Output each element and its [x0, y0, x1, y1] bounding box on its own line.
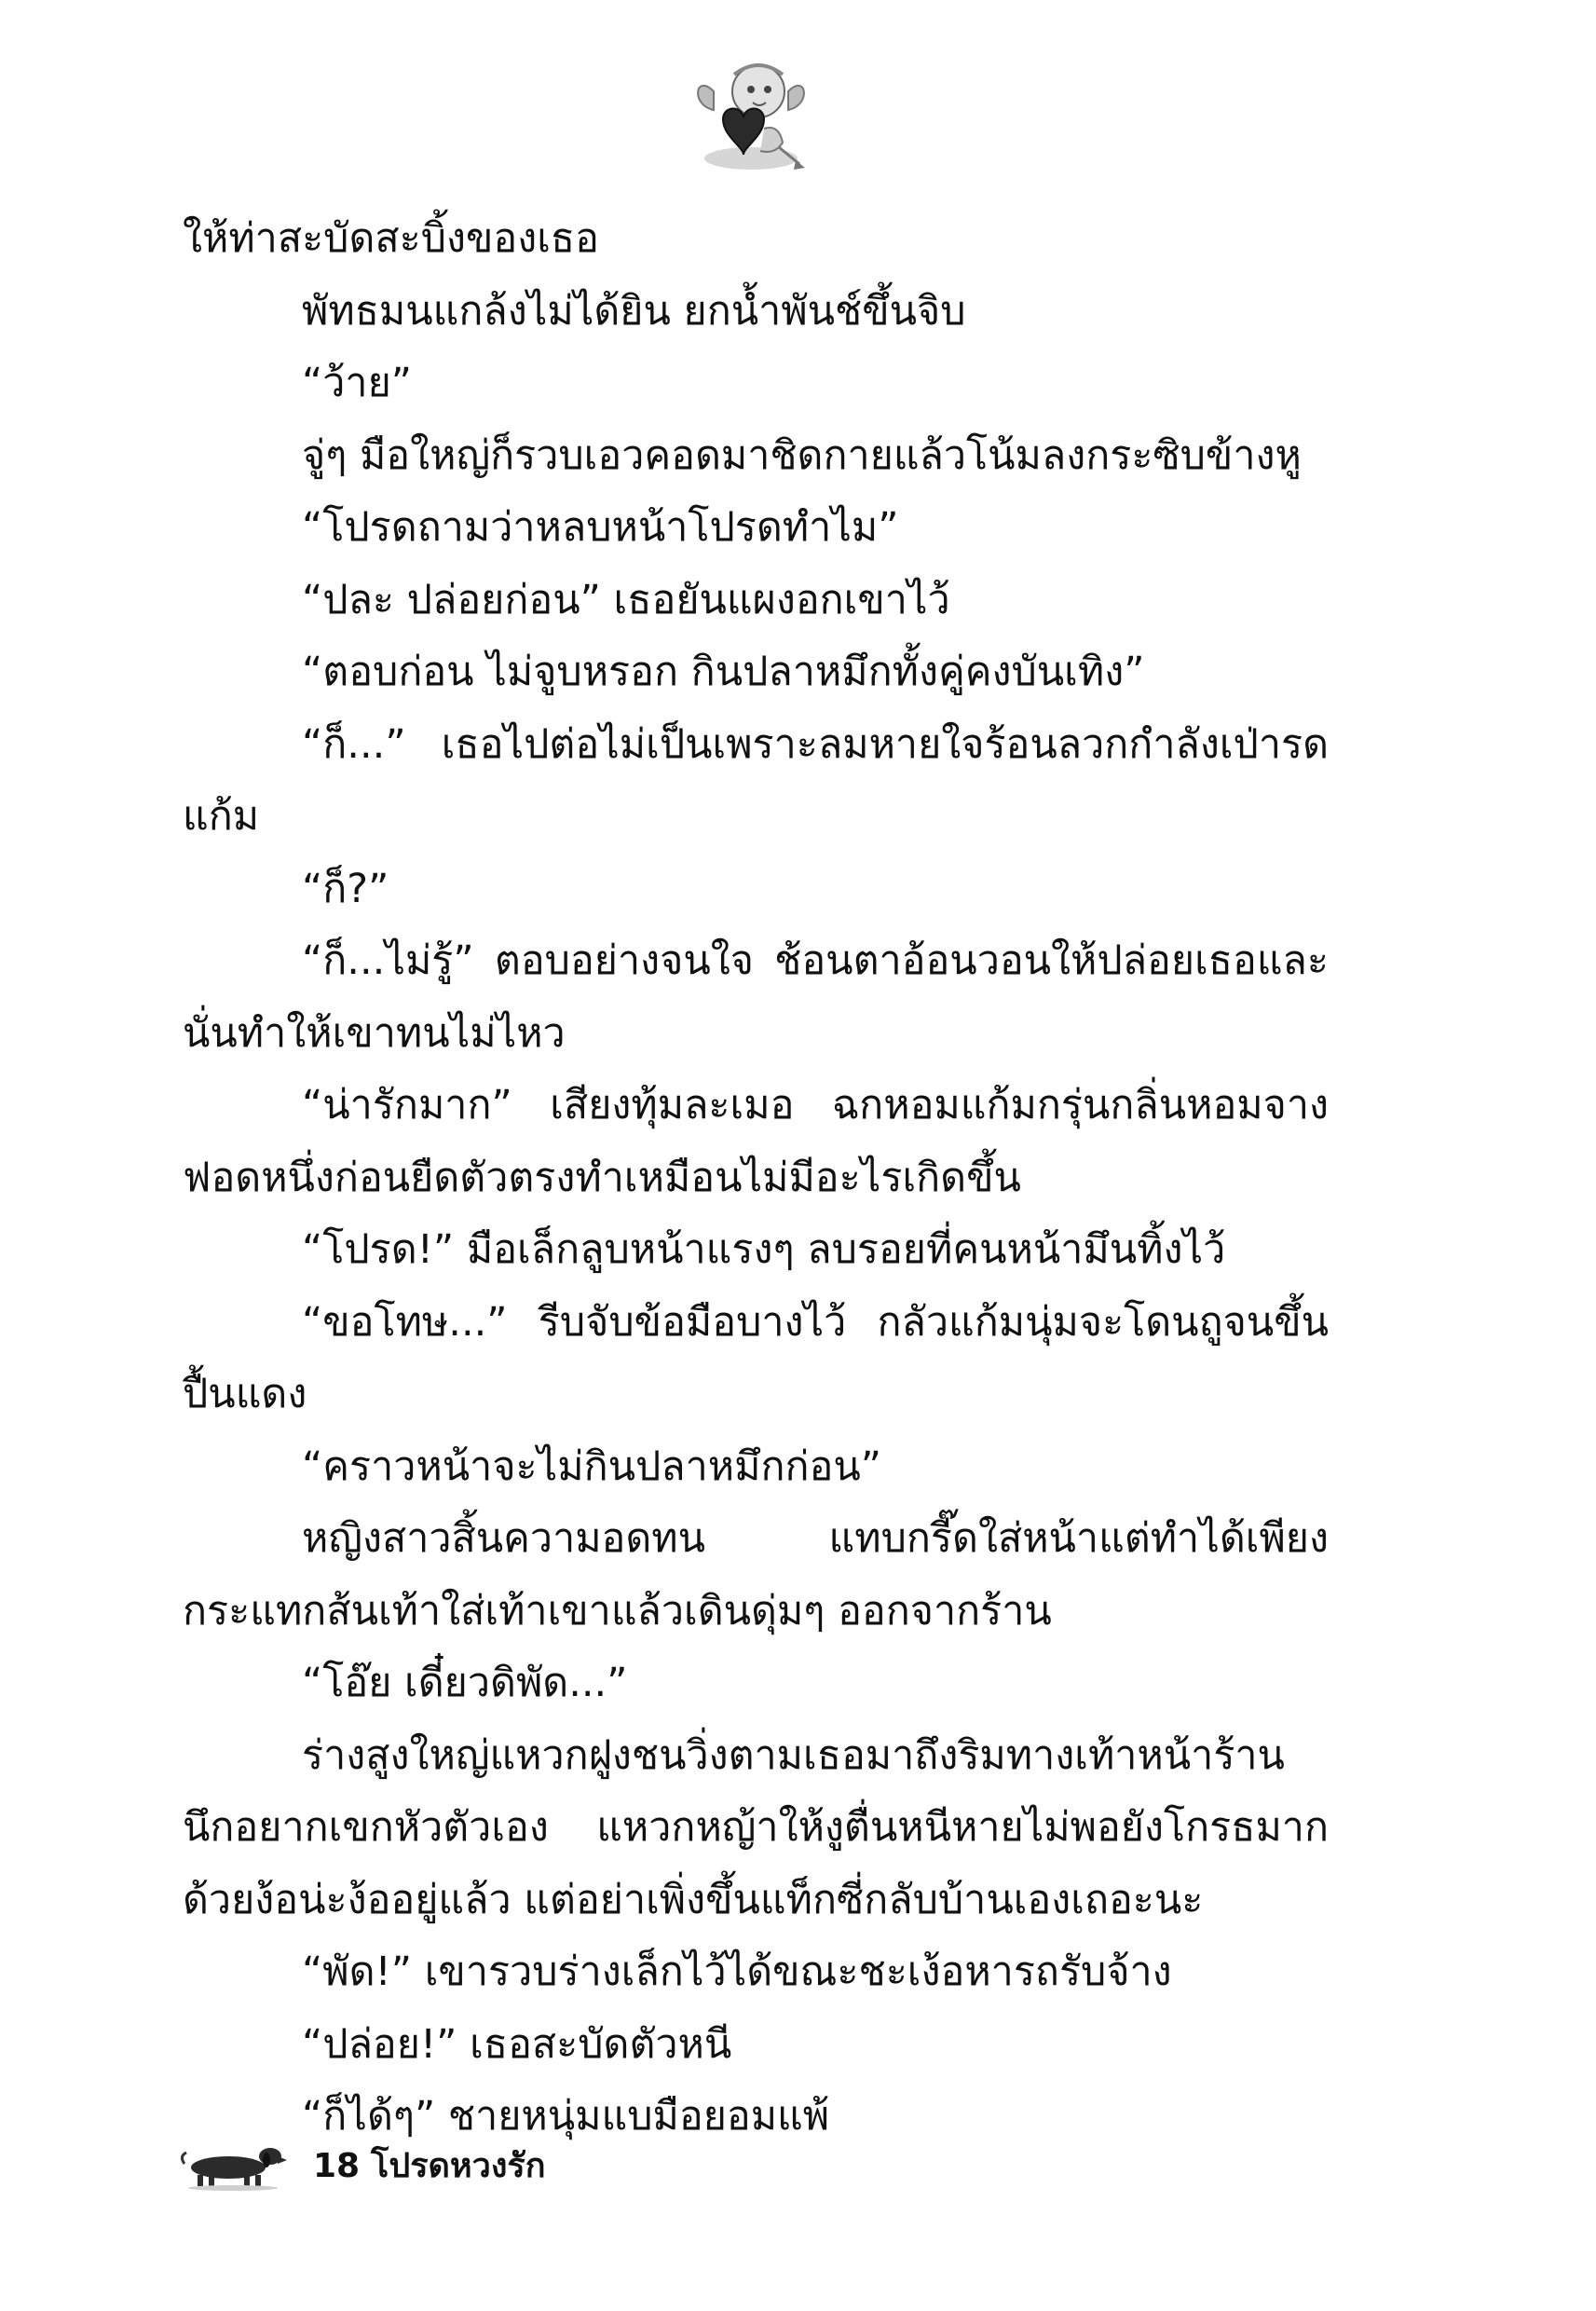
paragraph: ให้ท่าสะบัดสะบิ้งของเธอ	[183, 215, 600, 262]
paragraph: ร่างสูงใหญ่แหวกฝูงชนวิ่งตามเธอมาถึงริมทางเท้าหน้าร้านนึกอยากเขกหัวตัวเอง แหวกหญ้าให้งูตื่นหนีหายไม่พอยังโกรธมากด้วยง้อน่ะง้ออยู่แล้ว แต่อย่าเพิ่งขึ้นแท็กซี่กลับบ้านเองเถอะนะ	[183, 1731, 1329, 1923]
paragraph: “ตอบก่อน ไม่จูบหรอก กินปลาหมึกทั้งคู่คงบันเทิง”	[302, 649, 1145, 695]
dachshund-icon	[177, 2136, 289, 2192]
page-footer	[177, 2136, 829, 2201]
body-text	[183, 203, 1329, 2154]
paragraph: “ก็...” เธอไปต่อไม่เป็นเพราะลมหายใจร้อนลวกกำลังเป่ารดแก้ม	[183, 720, 1329, 840]
paragraph: “ขอโทษ...” รีบจับข้อมือบางไว้ กลัวแก้มนุ่มจะโดนถูจนขึ้นปื้นแดง	[183, 1298, 1329, 1417]
cupid-heart-icon	[686, 54, 816, 185]
paragraph: “ก็?”	[302, 865, 389, 912]
paragraph: “โอ๊ย เดี๋ยวดิพัด...”	[302, 1660, 628, 1706]
paragraph: “พัด!” เขารวบร่างเล็กไว้ได้ขณะชะเง้อหารถรับจ้าง	[302, 1949, 1172, 1995]
paragraph: “ก็...ไม่รู้” ตอบอย่างจนใจ ช้อนตาอ้อนวอนให้ปล่อยเธอและนั่นทำให้เขาทนไม่ไหว	[183, 937, 1329, 1057]
paragraph: จู่ๆ มือใหญ่ก็รวบเอวคอดมาชิดกายแล้วโน้มลงกระซิบข้างหู	[302, 431, 1302, 479]
paragraph: “ปละ ปล่อยก่อน” เธอยันแผงอกเขาไว้	[302, 576, 950, 623]
paragraph: “น่ารักมาก” เสียงทุ้มละเมอ ฉกหอมแก้มกรุ่นกลิ่นหอมจางฟอดหนึ่งก่อนยืดตัวตรงทำเหมือนไม่มีอะไรเกิดขึ้น	[183, 1082, 1329, 1201]
paragraph: “ปล่อย!” เธอสะบัดตัวหนี	[302, 2020, 732, 2068]
paragraph: พัทธมนแกล้งไม่ได้ยิน ยกน้ำพันช์ขึ้นจิบ	[302, 287, 966, 335]
paragraph: “ก็ได้ๆ” ชายหนุ่มแบมือยอมแพ้	[302, 2093, 830, 2140]
paragraph: “คราวหน้าจะไม่กินปลาหมึกก่อน”	[302, 1443, 882, 1490]
paragraph: “โปรด!” มือเล็กลูบหน้าแรงๆ ลบรอยที่คนหน้ามึนทิ้งไว้	[302, 1226, 1226, 1273]
page-number: 18	[313, 2147, 361, 2185]
paragraph: หญิงสาวสิ้นความอดทน แทบกรี๊ดใส่หน้าแต่ทำได้เพียงกระแทกส้นเท้าใส่เท้าเขาแล้วเดินดุ่มๆ ออกจากร้าน	[183, 1515, 1329, 1634]
paragraph: “ว้าย”	[302, 360, 413, 406]
book-title: โปรดหวงรัก	[371, 2147, 546, 2185]
paragraph: “โปรดถามว่าหลบหน้าโปรดทำไม”	[302, 504, 899, 551]
